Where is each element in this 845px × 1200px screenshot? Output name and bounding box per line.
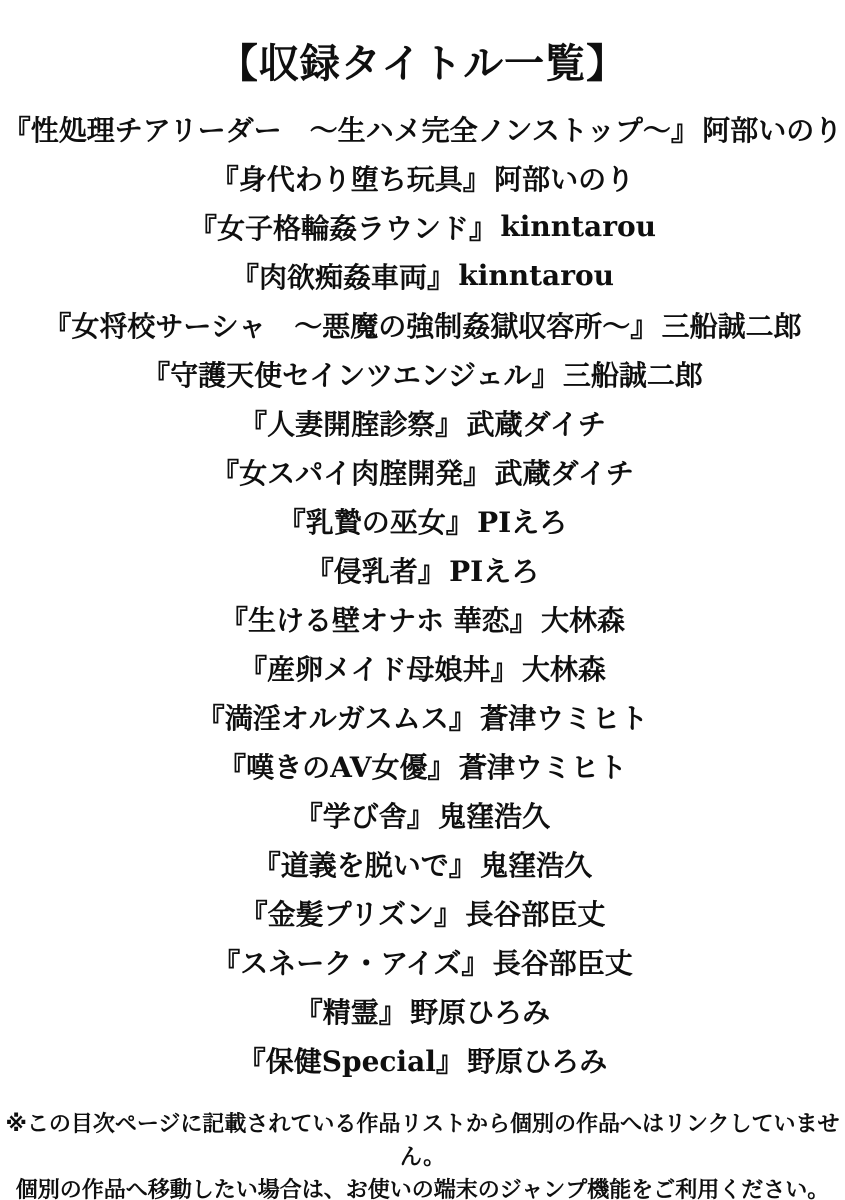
work-title: 『守護天使セインツエンジェル』: [142, 358, 560, 392]
work-title: 『スネーク・アイズ』: [212, 946, 490, 980]
author-name: kinntarou: [500, 210, 656, 243]
toc-entry: [0, 741, 845, 790]
work-title: 『性処理チアリーダー ～生ハメ完全ノンストップ～』: [2, 113, 699, 147]
work-title: 『産卵メイド母娘丼』: [239, 652, 519, 686]
work-title: 『学び舎』: [294, 799, 435, 833]
author-name: 大林森: [521, 652, 606, 686]
work-title: 『満淫オルガスムス』: [196, 701, 477, 735]
toc-entry: [0, 986, 845, 1035]
author-name: 野原ひろみ: [410, 995, 551, 1029]
toc-entry: [0, 447, 845, 496]
toc-entry: [0, 545, 845, 594]
author-name: 阿部いのり: [702, 113, 843, 147]
work-title: 『女将校サーシャ ～悪魔の強制姦獄収容所～』: [43, 309, 659, 343]
work-title: 『嘆きのAV女優』: [218, 750, 456, 784]
work-title: 『侵乳者』: [305, 554, 446, 588]
toc-entry: [0, 1035, 845, 1084]
footer-note-line1: ※この目次ページに記載されている作品リストから個別の作品へはリンクしていません。: [5, 1112, 840, 1170]
author-name: 長谷部臣丈: [465, 897, 606, 931]
toc-entry: [0, 251, 845, 300]
toc-entry: [0, 202, 845, 251]
toc-entry: [0, 300, 845, 349]
page-title: 【収録タイトル一覧】: [217, 40, 628, 87]
work-title: 『肉欲痴姦車両』: [231, 260, 456, 294]
work-title: 『乳贄の巫女』: [277, 505, 474, 539]
toc-entry: [0, 692, 845, 741]
author-name: 野原ひろみ: [467, 1044, 608, 1078]
toc-entry: [0, 104, 845, 153]
author-name: 武蔵ダイチ: [494, 456, 634, 490]
work-title: 『精霊』: [294, 995, 407, 1029]
author-name: 蒼津ウミヒト: [480, 701, 649, 735]
author-name: 阿部いのり: [494, 162, 635, 196]
author-name: 鬼窪浩久: [438, 799, 551, 833]
toc-entry: [0, 349, 845, 398]
work-title: 『人妻開腟診察』: [239, 407, 464, 441]
author-name: kinntarou: [458, 259, 614, 292]
work-title: 『保健Special』: [237, 1044, 464, 1078]
toc-entry: [0, 888, 845, 937]
work-title: 『女子格輪姦ラウンド』: [189, 211, 498, 245]
author-name: PIえろ: [449, 554, 540, 588]
work-title: 『身代わり堕ち玩具』: [210, 162, 491, 196]
work-title: 『生ける壁オナホ 華恋』: [219, 603, 538, 637]
toc-entry: [0, 643, 845, 692]
work-title: 『女スパイ肉腟開発』: [211, 456, 492, 490]
toc-entry: [0, 398, 845, 447]
author-name: 蒼津ウミヒト: [458, 750, 627, 784]
toc-entry: [0, 839, 845, 888]
footer-note: [0, 1108, 845, 1200]
toc-entry: [0, 790, 845, 839]
author-name: 大林森: [541, 603, 626, 637]
author-name: 長谷部臣丈: [492, 946, 633, 980]
author-name: PIえろ: [477, 505, 568, 539]
footer-note-line2: 個別の作品へ移動したい場合は、お使いの端末のジャンプ機能をご利用ください。: [15, 1178, 830, 1200]
toc-entry: [0, 937, 845, 986]
author-name: 武蔵ダイチ: [466, 407, 606, 441]
toc-list: [0, 104, 845, 1084]
author-name: 三船誠二郎: [661, 309, 802, 343]
work-title: 『金髪プリズン』: [239, 897, 462, 931]
author-name: 三船誠二郎: [562, 358, 703, 392]
toc-entry: [0, 153, 845, 202]
work-title: 『道義を脱いで』: [252, 848, 477, 882]
toc-entry: [0, 594, 845, 643]
author-name: 鬼窪浩久: [480, 848, 593, 882]
toc-entry: [0, 496, 845, 545]
